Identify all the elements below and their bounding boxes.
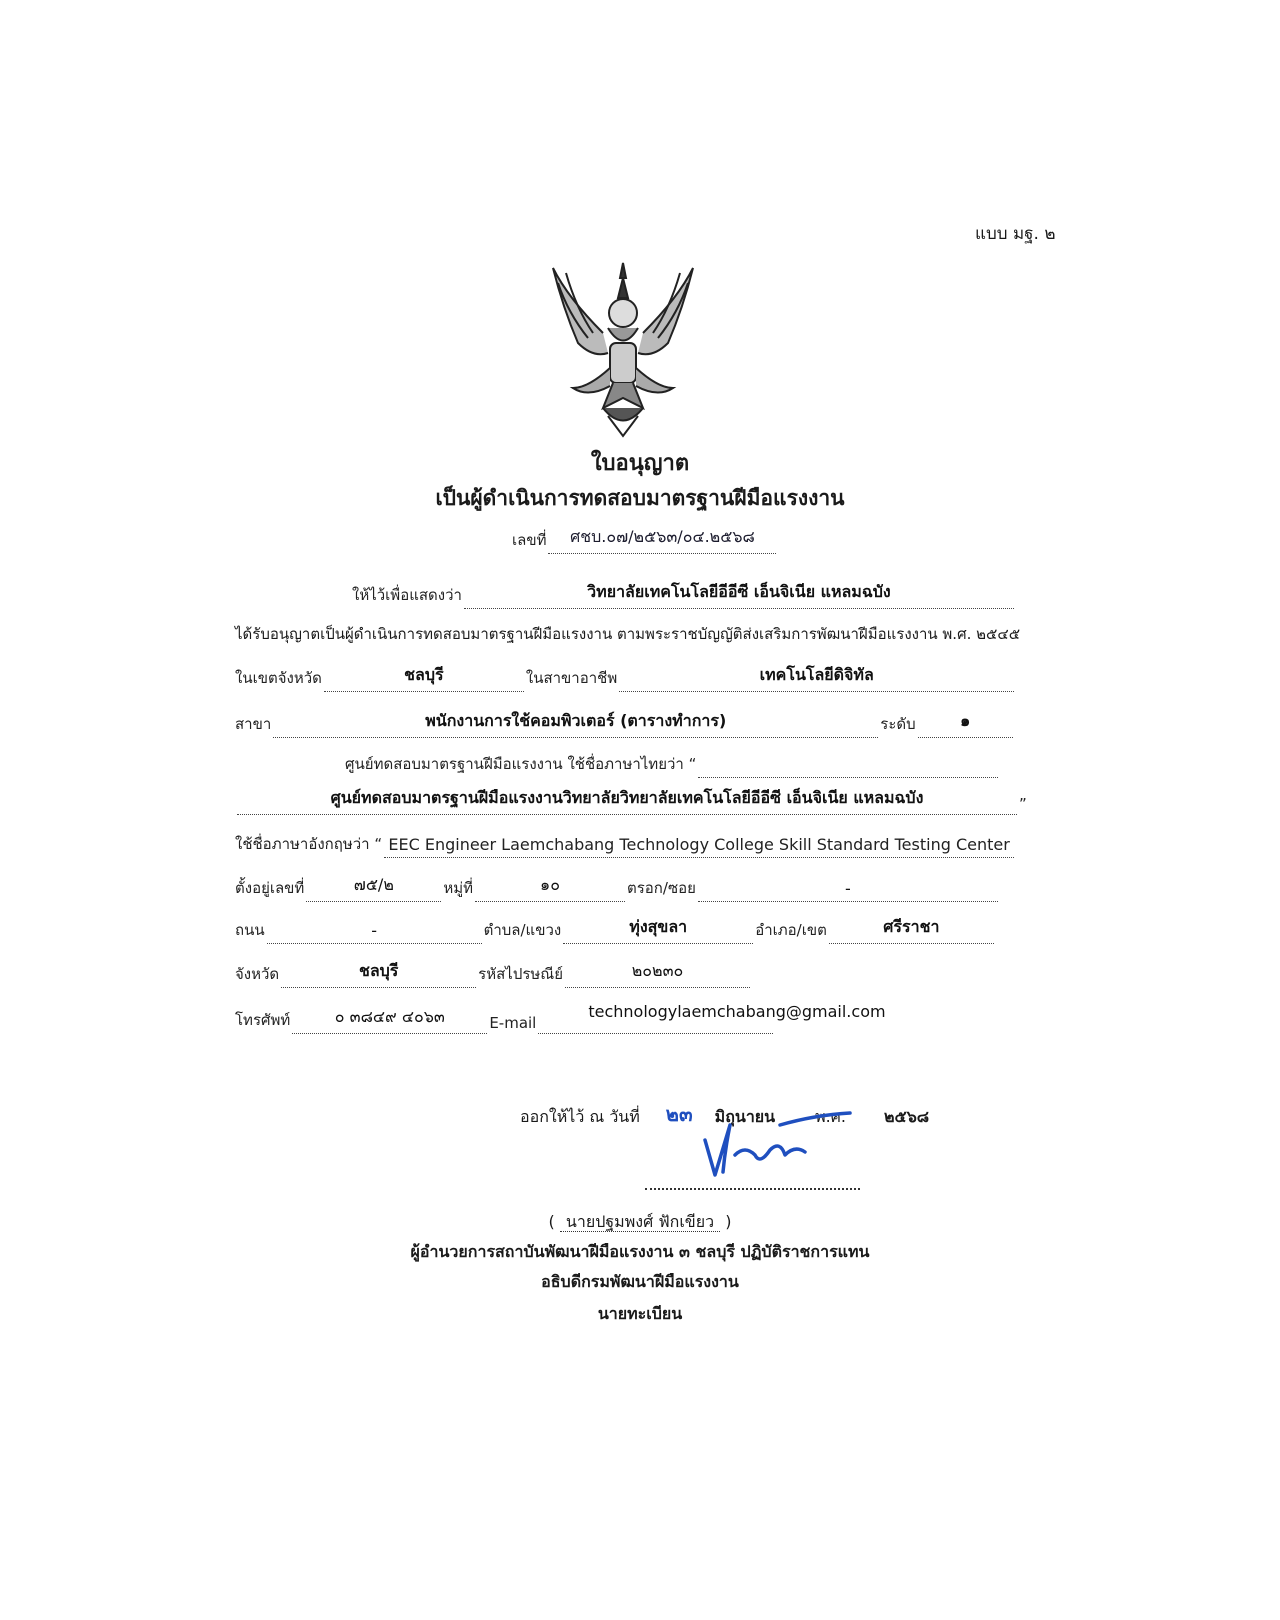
center-english-value: EEC Engineer Laemchabang Technology College Skill Standard Testing Center: [388, 835, 1010, 854]
license-statement: ได้รับอนุญาตเป็นผู้ดำเนินการทดสอบมาตรฐานฝีมือแรงงาน ตามพระราชบัญญัติส่งเสริมการพัฒนาฝีมือแรงงาน พ.ศ. ๒๕๔๕: [235, 625, 1021, 643]
handwritten-signature: [685, 1110, 855, 1180]
signer-open-paren: (: [548, 1212, 555, 1231]
branch-value: พนักงานการใช้คอมพิวเตอร์ (ตารางทำการ): [425, 711, 727, 730]
occupation-label: ในสาขาอาชีพ: [525, 669, 618, 687]
issued-to-value: วิทยาลัยเทคโนโลยีอีอีซี เอ็นจิเนีย แหลมฉบัง: [587, 582, 891, 601]
branch-label: สาขา: [235, 715, 272, 733]
road-label: ถนน: [235, 921, 265, 939]
address-row-3: [235, 962, 752, 988]
address-row-1: [235, 876, 1000, 902]
issued-to-label: ให้ไว้เพื่อแสดงว่า: [352, 586, 462, 604]
postcode-value: ๒๐๒๓๐: [631, 961, 684, 980]
moo-value: ๑๐: [540, 875, 560, 894]
signer-position-line2: อธิบดีกรมพัฒนาฝีมือแรงงาน: [541, 1272, 739, 1291]
license-no-value: ศชบ.๐๗/๒๕๖๓/๐๔.๒๕๖๘: [570, 527, 755, 546]
province-row: [235, 666, 1016, 692]
center-english-row: [235, 832, 1016, 858]
soi-label: ตรอก/ซอย: [627, 879, 696, 897]
occupation-value: เทคโนโลยีดิจิทัล: [759, 665, 874, 684]
signer-position-line3: นายทะเบียน: [597, 1304, 683, 1323]
center-thai-close-quote: ”: [1019, 795, 1027, 813]
district-label: อำเภอ/เขต: [755, 921, 827, 939]
road-value: -: [371, 921, 377, 940]
email-value: technologylaemchabang@gmail.com: [588, 1002, 886, 1021]
province-value: ชลบุรี: [404, 665, 444, 684]
issued-to-row: [352, 583, 1016, 609]
signer-close-paren: ): [725, 1212, 732, 1231]
center-english-label: ใช้ชื่อภาษาอังกฤษว่า “: [235, 835, 383, 853]
phone-value: ๐ ๓๘๔๙ ๔๐๖๓: [334, 1007, 445, 1026]
license-no-label: เลขที่: [512, 531, 547, 549]
address-province-label: จังหวัด: [235, 965, 280, 983]
province-label: ในเขตจังหวัด: [235, 669, 322, 687]
issue-year: ๒๕๖๘: [883, 1107, 930, 1126]
email-label: E-mail: [489, 1014, 537, 1032]
form-code: แบบ มฐ. ๒: [975, 224, 1056, 244]
license-no-row: [512, 528, 778, 554]
contact-row: [235, 1002, 886, 1034]
branch-row: [235, 712, 1015, 738]
moo-label: หมู่ที่: [443, 879, 473, 897]
signature-line: [645, 1188, 860, 1190]
postcode-label: รหัสไปรษณีย์: [478, 965, 563, 983]
document-title: ใบอนุญาต: [590, 451, 690, 476]
subdistrict-value: ทุ่งสุขลา: [629, 917, 688, 936]
house-no-value: ๗๕/๒: [353, 875, 394, 894]
district-value: ศรีราชา: [883, 917, 940, 936]
house-no-label: ตั้งอยู่เลขที่: [235, 879, 305, 897]
garuda-emblem-icon: [548, 258, 698, 438]
center-thai-label: ศูนย์ทดสอบมาตรฐานฝีมือแรงงาน ใช้ชื่อภาษาไทยว่า “: [345, 755, 697, 773]
center-thai-value-row: [235, 788, 1027, 815]
address-province-value: ชลบุรี: [358, 961, 399, 980]
issue-prefix: ออกให้ไว้ ณ วันที่: [520, 1107, 640, 1126]
signer-name: นายปฐมพงศ์ ฟักเขียว: [560, 1212, 720, 1232]
issue-day: ๒๓: [665, 1102, 693, 1126]
level-value: ๑: [960, 711, 971, 730]
signer-name-row: [0, 1210, 1280, 1235]
address-row-2: [235, 918, 996, 944]
phone-label: โทรศัพท์: [235, 1011, 291, 1029]
document-subtitle: เป็นผู้ดำเนินการทดสอบมาตรฐานฝีมือแรงงาน: [435, 486, 845, 510]
signer-position-line1: ผู้อำนวยการสถาบันพัฒนาฝีมือแรงงาน ๓ ชลบุรี ปฏิบัติราชการแทน: [410, 1242, 870, 1261]
issue-era-label: พ.ศ.: [815, 1107, 846, 1126]
soi-value: -: [845, 879, 851, 898]
center-thai-label-row: [345, 752, 1000, 778]
subdistrict-label: ตำบล/แขวง: [483, 921, 562, 939]
level-label: ระดับ: [880, 715, 916, 733]
center-thai-value: ศูนย์ทดสอบมาตรฐานฝีมือแรงงานวิทยาลัยวิทยาลัยเทคโนโลยีอีอีซี เอ็นจิเนีย แหลมฉบัง: [330, 788, 924, 807]
issue-month: มิถุนายน: [714, 1107, 776, 1126]
